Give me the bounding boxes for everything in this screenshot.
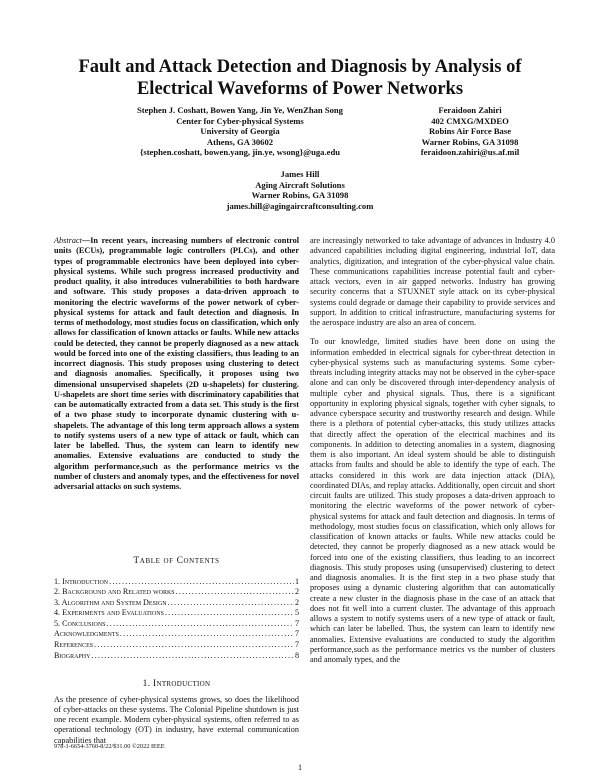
toc-leader [120,629,294,640]
title-line-2: Electrical Waveforms of Power Networks [136,79,464,99]
toc-entry-label: Biography [54,650,91,660]
toc-entry-label: Acknowledgments [54,629,119,639]
toc-entry-label: 3. Algorithm and System Design [54,597,167,607]
right-column [310,236,555,665]
section-heading-introduction [54,679,299,689]
toc-entry[interactable] [54,608,299,619]
author-address: Warner Robins, GA 31098 [251,190,349,201]
toc-entry[interactable] [54,651,299,662]
title-line-1: Fault and Attack Detection and Diagnosis by Analysis of [78,57,522,77]
toc-entry[interactable] [54,587,299,598]
author-block-uga [90,105,390,158]
author-affiliation: Center for Cyber-physical Systems [176,115,304,126]
author-email: {stephen.coshatt, bowen.yang, jin.ye, wsong}@uga.edu [139,147,341,158]
toc-entry-page: 7 [294,629,299,639]
toc-heading [54,556,299,566]
toc-entry-label: References [54,640,94,650]
table-of-contents [54,577,299,662]
body-paragraph: are increasingly networked to take advantage of advances in Industry 4.0 advanced capabilities including digital engineering, industrial IoT, data analytics, digitization, and integration of the cyber-physical value chain. These communications capabilities increase potential fault and cyber-attack vectors, even in air gapped networks. Industry has growing security concerns that a STUXNET style attack on its cyber-physical systems could degrade or damage their capability to provide services and support. In addition to critical infrastructure, manufacturing systems for the aerospace industry are also an area of concern. [310,236,555,327]
body-paragraph: To our knowledge, limited studies have been done on using the information embedded in electrical signals for cyber-threat detection in cyber-physical systems such as manufacturing systems. Some cyber-threats including integrity attacks may not be observed in the cyber-space alone and can only be discovered through inter-dependency analysis of multiple cyber and physical signals. Thus, there is a significant opportunity in exploring physical signals, together with cyber signals, to advance cyberspace security and trustworthy research and design. While there is a plethora of potential cyber-attacks, this study utilizes attacks that directly affect the operation of the electrical machines and its components. In addition to detecting anomalies in a system, diagnosing them is also important. An ideal system should be able to distinguish attacks from faults and should be able to identify the type of each. The attacks considered in this work are data injection attack (DIA), coordinated DIAs, and replay attacks. Additionally, open circuit and short circuit faults are utilized. This study proposes a data-driven approach to monitoring the electric waveforms of the power network of cyber-physical systems for attack and fault detection and diagnosis. In terms of methodology, most studies focus on classification, which only allows for classification of known attacks or faults. While new attacks could be detected, they cannot be properly diagnosed as a new attack would be forced into one of the existing classifiers, thus leading to an incorrect diagnosis. This study proposes using (unsupervised) clustering to detect and diagnosis anomalies. It is the first step in a two phase study that proposes using a dynamic clustering algorithm that can automatically create a new cluster in the diagnosis phase in the case of an attack that does not fit well into a current cluster. The advantage of this approach allows a system to notify systems users of a new type of attack or fault, which can later be labelled. Thus, the system can learn to identify new anomalies. Extensive evaluations are conducted to study the algorithm performance,such as the performance metrics vs the number of clusters and anomaly types, and the [310,337,555,664]
toc-entry-label: 2. Background and Related works [54,587,175,597]
author-affiliation: Aging Aircraft Solutions [255,179,345,190]
toc-heading-text: Table of Contents [133,556,220,567]
toc-leader [165,608,294,619]
author-names: Stephen J. Coshatt, Bowen Yang, Jin Ye, WenZhan Song [137,105,343,115]
toc-leader [168,598,294,609]
toc-leader [109,577,294,588]
toc-entry[interactable] [54,619,299,630]
toc-entry[interactable] [54,629,299,640]
author-affiliation: 402 CMXG/MXDEO [431,115,509,126]
author-block-af [380,105,560,158]
author-block-aas [150,169,450,211]
toc-entry-page: 5 [294,608,299,618]
left-column [54,236,299,746]
toc-leader [91,651,294,662]
toc-entry-page: 8 [294,650,299,660]
author-address: Warner Robins, GA 31098 [421,136,519,147]
paper-title [30,56,570,100]
page-number: 1 [297,762,303,772]
toc-entry-page: 2 [294,597,299,607]
author-names: James Hill [280,169,320,179]
copyright-footnote: 978-1-6654-3760-8/22/$31.00 ©2022 IEEE [54,743,165,750]
toc-entry-label: 5. Conclusions [54,618,106,628]
toc-entry-page: 7 [294,618,299,628]
toc-leader [176,587,294,598]
author-address: Athens, GA 30602 [206,136,274,147]
toc-entry[interactable] [54,598,299,609]
toc-entry-label: 1. Introduction [54,576,109,586]
toc-entry-page: 2 [294,587,299,597]
introduction-paragraph: As the presence of cyber-physical systems grows, so does the likelihood of cyber-attacks on these systems. The Colonial Pipeline shutdown is just one recent example. Modern cyber-physical systems, often referred to as operational technology (OT) in industry, have external communication capabilities that [54,694,299,745]
author-email: feraidoon.zahiri@us.af.mil [420,147,520,158]
abstract [54,236,299,492]
abstract-lead: Abstract [54,236,82,245]
author-names: Feraidoon Zahiri [438,105,502,115]
toc-leader [107,619,294,630]
toc-entry-page: 1 [294,576,299,586]
toc-entry-label: 4. Experiments and Evaluations [54,608,164,618]
toc-entry[interactable] [54,577,299,588]
abstract-text: —In recent years, increasing numbers of electronic control units (ECUs), programmable logic controllers (PLCs), and other types of programmable electronics have been deployed into cyber-physical systems. While such progress increased productivity and product quality, it also introduces vulnerabilities to both hardware and software. This study proposes a data-driven approach to monitoring the electric waveforms of the power network of cyber-physical systems for attack and fault detection and diagnosis. In terms of methodology, most studies focus on classification, which only allows for classification of known attacks or faults. While new attacks could be detected, they cannot be properly diagnosed as a new attack would be forced into one of the existing classifiers, thus leading to an incorrect diagnosis. This study proposes using clustering to detect and diagnosis anomalies. Specifically, it proposes using two dimensional unsupervised shapelets (2D u-shapelets) for clustering. U-shapelets are short time series with discriminatory capabilities that can be automatically extracted from a data set. This study is the first of a two phase study to incorporate dynamic clustering with u-shapelets. The advantage of this long term approach allows a system to notify systems users of a new type of attack or fault, which can later be labelled. Thus, the system can learn to identify new anomalies. Extensive evaluations are conducted to study the algorithm performance,such as the performance metrics vs the number of clusters and anomaly types, and the effectiveness for novel adversarial attacks on such systems. [54,236,299,491]
toc-entry-page: 7 [294,640,299,650]
author-email: james.hill@agingaircraftconsulting.com [226,200,374,211]
toc-entry[interactable] [54,640,299,651]
author-institution: Robins Air Force Base [428,126,512,137]
toc-leader [94,640,294,651]
author-institution: University of Georgia [200,126,280,137]
section-heading-text: 1. Introduction [142,679,211,690]
